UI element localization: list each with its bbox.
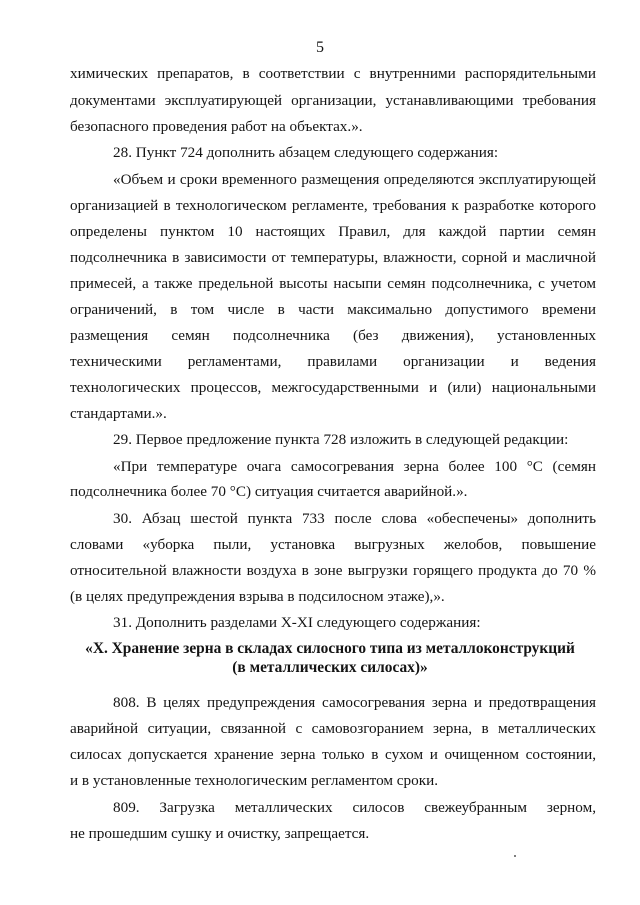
text-line: и в установленные технологическим регламентом сроки.	[70, 772, 439, 789]
text-line: «Объем и сроки временного размещения определяются эксплуатирующей	[113, 171, 596, 188]
text-line: подсолнечника в зависимости от температуры, влажности, сорной и масличной	[70, 249, 596, 266]
text-line: 31. Дополнить разделами X-XI следующего содержания:	[113, 614, 481, 631]
text-line: 29. Первое предложение пункта 728 изложить в следующей редакции:	[113, 431, 569, 448]
text-line: 30. Абзац шестой пункта 733 после слова «обеспечены» дополнить	[113, 510, 596, 527]
text-line: 808. В целях предупреждения самосогревания зерна и предотвращения	[113, 694, 596, 711]
text-line: документами эксплуатирующей организации, устанавливающими требования	[70, 92, 596, 109]
text-line: технологических процессов, межгосударственными и (или) национальными	[70, 379, 596, 396]
text-line: ограничений, в том числе в части максимально допустимого времени	[70, 301, 596, 318]
text-line: примесей, а также предельной высоты насыпи семян подсолнечника, с учетом	[70, 275, 596, 292]
page-number: 5	[316, 39, 324, 56]
text-line: не прошедшим сушку и очистку, запрещается.	[70, 825, 370, 842]
scan-speck	[514, 855, 516, 857]
text-line: (в целях предупреждения взрыва в подсилосном этаже),».	[70, 588, 445, 605]
text-line: относительной влажности воздуха в зоне выгрузки горящего продукта до 70 %	[70, 562, 596, 579]
text-line: техническими регламентами, правилами организации и ведения	[70, 353, 596, 370]
text-line: размещения семян подсолнечника (без движения), установленных	[70, 327, 596, 344]
text-line: стандартами.».	[70, 405, 167, 422]
section-heading: (в металлических силосах)»	[232, 659, 428, 676]
text-line: 28. Пункт 724 дополнить абзацем следующего содержания:	[113, 144, 499, 161]
text-line: словами «уборка пыли, установка выгрузных желобов, повышение	[70, 536, 596, 553]
text-line: организацией в технологическом регламенте, требования к разработке которого	[70, 197, 596, 214]
text-line: 809. Загрузка металлических силосов свежеубранным зерном,	[113, 799, 596, 816]
text-line: аварийной ситуации, связанной с самовозгоранием зерна, в металлических	[70, 720, 596, 737]
text-line: силосах допускается хранение зерна только в сухом и очищенном состоянии,	[70, 746, 596, 763]
text-line: «При температуре очага самосогревания зерна более 100 °С (семян	[113, 458, 596, 475]
text-line: химических препаратов, в соответствии с внутренними распорядительными	[70, 65, 596, 82]
text-line: определены пунктом 10 настоящих Правил, для каждой партии семян	[70, 223, 596, 240]
text-line: подсолнечника более 70 °С) ситуация считается аварийной.».	[70, 483, 468, 500]
section-heading: «X. Хранение зерна в складах силосного типа из металлоконструкций	[85, 640, 575, 657]
text-line: безопасного проведения работ на объектах.».	[70, 118, 363, 135]
